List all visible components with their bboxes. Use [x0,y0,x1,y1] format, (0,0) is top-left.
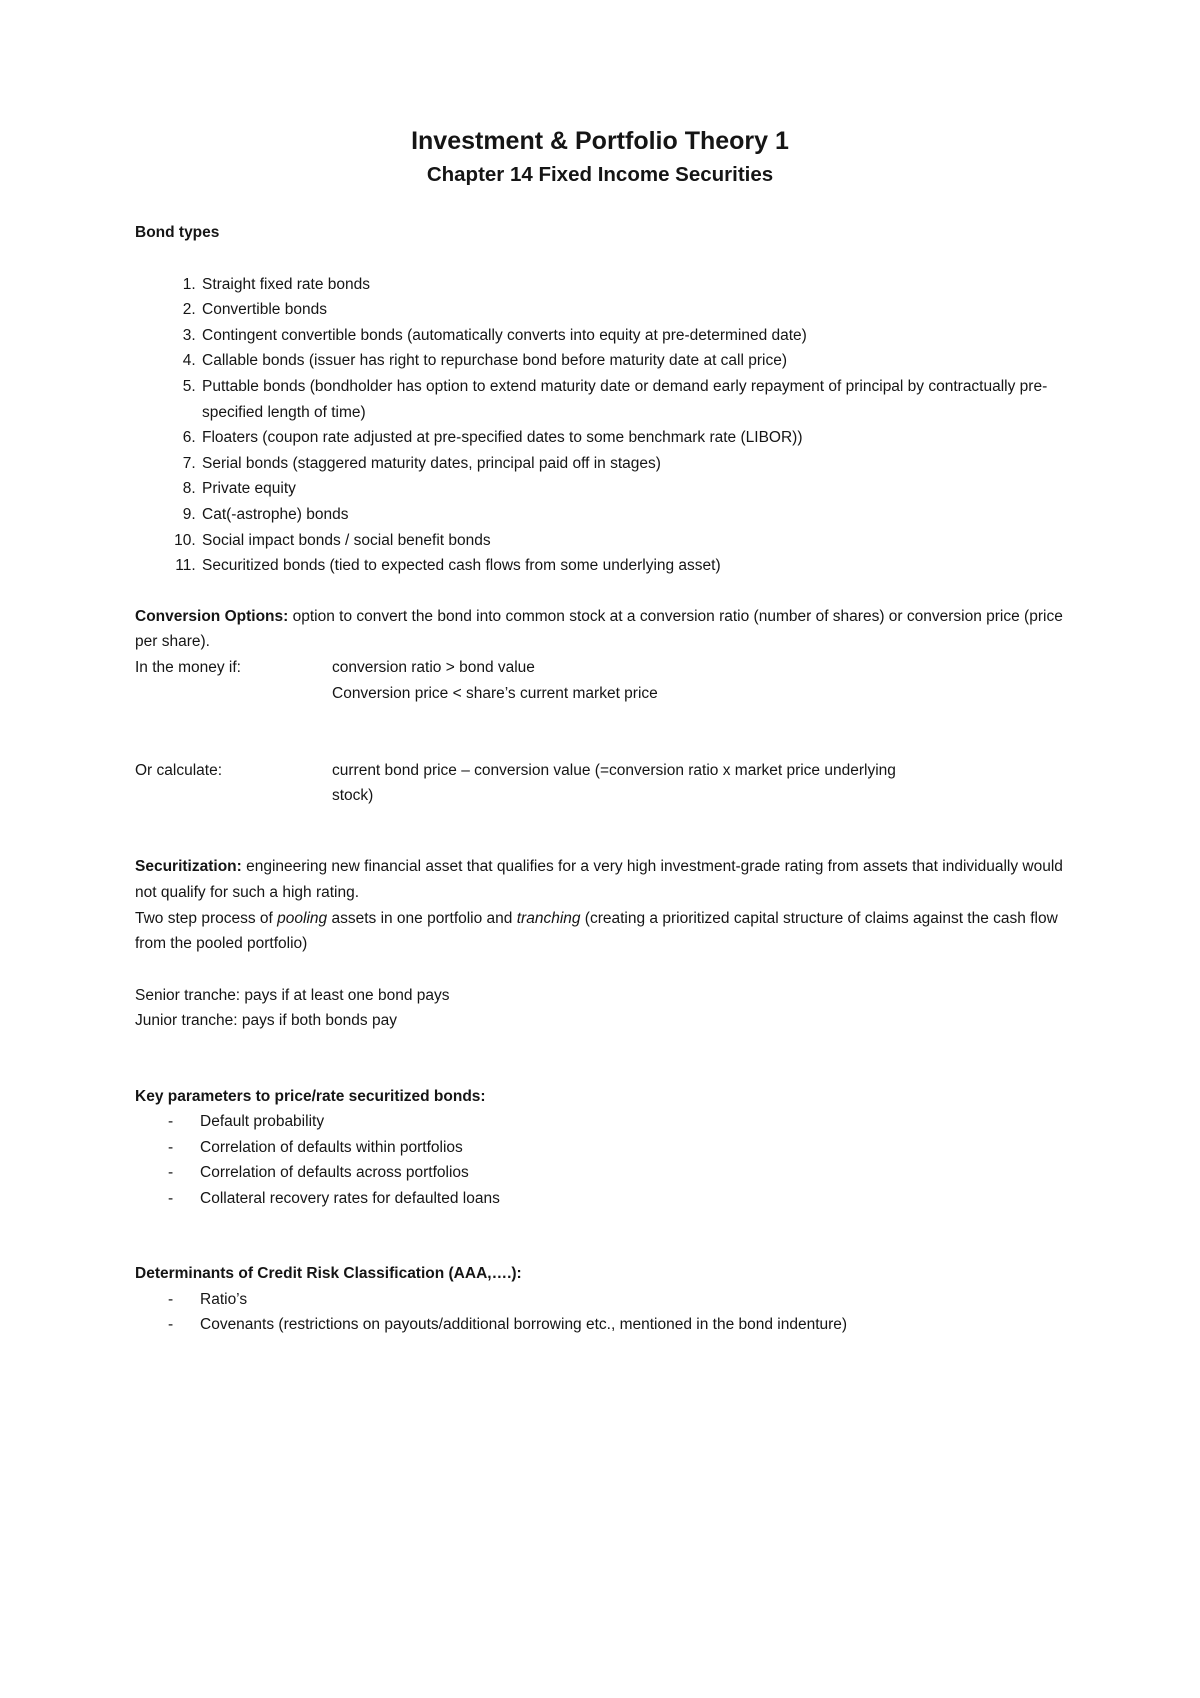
list-item: - Covenants (restrictions on payouts/additional borrowing etc., mentioned in the bond indenture) [135,1312,1060,1338]
key-parameters-list [135,1109,1065,1211]
text-run: assets in one portfolio and [327,909,517,927]
section-heading-determinants: Determinants of Credit Risk Classification (AAA,….): [135,1265,522,1283]
list-item: - Correlation of defaults across portfolios [135,1160,1060,1186]
list-item: - Default probability [135,1109,1060,1135]
securitization-paragraph [135,854,1065,905]
list-item: 1. Straight fixed rate bonds [200,272,1065,298]
blank-line [135,809,1065,835]
section-heading-key-parameters: Key parameters to price/rate securitized bonds: [135,1087,486,1105]
in-the-money-label: In the money if: [135,658,241,676]
text-run: (creating a prioritized capital structure of claims against the cash flow from the pooled portfolio) [135,909,1058,953]
in-the-money-condition-1: conversion ratio > bond value [332,658,535,676]
list-item: 5. Puttable bonds (bondholder has option to extend maturity date or demand early repayment of principal by contractually pre-specified length of time) [200,374,1065,425]
list-item: 11. Securitized bonds (tied to expected cash flows from some underlying asset) [200,553,1065,579]
securitization-text: engineering new financial asset that qualifies for a very high investment-grade rating from assets that individually would not qualify for such a high rating. [135,858,1063,902]
in-the-money-condition-2: Conversion price < share’s current market price [332,684,658,702]
text-run: Two step process of [135,909,278,927]
tranche-block [135,983,1065,1034]
list-item: 10. Social impact bonds / social benefit bonds [200,528,1065,554]
or-calculate-row [135,758,1065,809]
list-item: 6. Floaters (coupon rate adjusted at pre-specified dates to some benchmark rate (LIBOR)) [200,425,1065,451]
two-step-paragraph [135,906,1065,957]
section-heading-bond-types: Bond types [135,224,220,241]
conversion-options-paragraph [135,604,1065,655]
list-item: 2. Convertible bonds [200,297,1065,323]
junior-tranche-line: Junior tranche: pays if both bonds pay [135,1012,397,1030]
text-run: pooling [277,909,328,927]
list-item: - Ratio’s [135,1287,1060,1313]
blank-line [135,1034,1065,1060]
list-item: 9. Cat(-astrophe) bonds [200,502,1065,528]
list-item: 8. Private equity [200,476,1065,502]
determinants-list [135,1287,1065,1338]
list-item: 4. Callable bonds (issuer has right to repurchase bond before maturity date at call price) [200,348,1065,374]
blank-line [135,706,1065,732]
in-the-money-row-2 [135,681,1065,707]
in-the-money-row [135,655,1065,681]
conversion-options-text: option to convert the bond into common stock at a conversion ratio (number of shares) or conversion price (price per share). [135,607,1063,651]
bond-types-list [135,272,1065,579]
page-subtitle: Chapter 14 Fixed Income Securities [426,163,774,186]
blank-line [135,1212,1065,1238]
list-item: 7. Serial bonds (staggered maturity dates, principal paid off in stages) [200,451,1065,477]
conversion-options-lead: Conversion Options: [135,607,289,625]
text-run: tranching [516,909,581,927]
list-item: - Collateral recovery rates for defaulted loans [135,1186,1060,1212]
or-calculate-formula: current bond price – conversion value (=conversion ratio x market price underlying stock) [332,761,896,805]
or-calculate-label: Or calculate: [135,761,223,779]
list-item: 3. Contingent convertible bonds (automatically converts into equity at pre-determined date) [200,323,1065,349]
senior-tranche-line: Senior tranche: pays if at least one bond pays [135,986,450,1004]
page-title: Investment & Portfolio Theory 1 [411,127,789,155]
list-item: - Correlation of defaults within portfolios [135,1135,1060,1161]
securitization-lead: Securitization: [135,858,242,876]
